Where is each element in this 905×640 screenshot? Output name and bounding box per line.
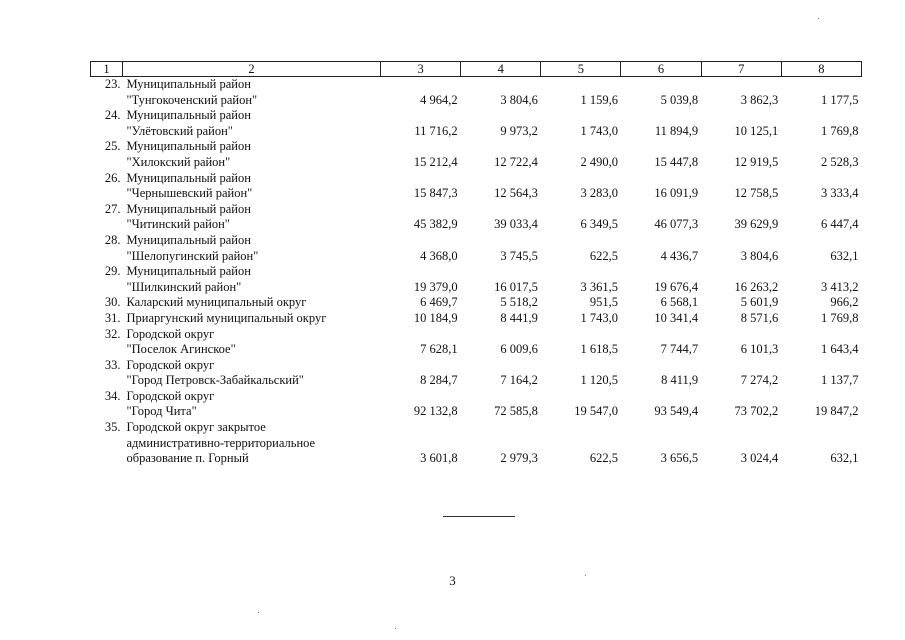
value-cell-col-5: 1 743,0 [580,123,618,138]
table-row [91,108,862,139]
value-cell-col-3: 4 368,0 [420,248,458,263]
row-number: 24. [104,108,121,123]
row-number: 29. [104,264,121,279]
value-cell-col-3: 3 601,8 [420,451,458,466]
value-cell-col-4: 6 009,6 [500,342,538,357]
value-cell-col-8: 6 447,4 [820,217,859,232]
row-number: 33. [104,357,121,372]
value-cell-col-7: 16 263,2 [734,279,779,294]
value-cell-col-4: 3 804,6 [500,92,538,107]
scan-speck [585,575,586,576]
value-cell-col-7: 12 758,5 [734,186,779,201]
municipality-name: Муниципальный район "Хилокский район" [126,139,251,169]
table-row [91,264,862,295]
municipality-name: Муниципальный район "Читинский район" [126,201,251,232]
scan-speck [818,18,819,19]
data-table [90,61,862,467]
value-cell-col-6: 7 744,7 [660,342,699,357]
value-cell-col-6: 6 568,1 [660,295,699,310]
value-cell-col-8: 1 137,7 [820,373,859,388]
table-row [91,139,862,170]
municipality-name: Городской округ закрытое административно-территориальное образование п. Горный [126,420,316,466]
value-cell-col-3: 6 469,7 [420,295,458,310]
value-cell-col-4: 7 164,2 [500,373,538,388]
value-cell-col-5: 622,5 [589,248,618,263]
value-cell-col-6: 3 656,5 [660,451,699,466]
municipality-name: Городской округ "Поселок Агинское" [126,326,236,357]
value-cell-col-7: 6 101,3 [740,342,779,357]
municipality-name: Муниципальный район "Чернышевский район" [126,170,253,201]
table-row [91,327,862,358]
value-cell-col-3: 15 212,4 [413,154,458,169]
value-cell-col-5: 19 547,0 [574,404,618,419]
value-cell-col-4: 39 033,4 [494,217,538,232]
value-cell-col-3: 15 847,3 [413,186,458,201]
table-row [91,171,862,202]
value-cell-col-3: 10 184,9 [413,310,458,325]
value-cell-col-5: 2 490,0 [580,154,618,169]
value-cell-col-5: 622,5 [589,451,618,466]
value-cell-col-4: 3 745,5 [500,248,538,263]
value-cell-col-7: 3 804,6 [740,248,779,263]
column-header-8: 8 [781,62,861,77]
table-row [91,233,862,264]
value-cell-col-6: 10 341,4 [654,310,699,325]
scan-speck [258,612,259,613]
column-header-4: 4 [461,62,541,77]
column-header-7: 7 [701,62,781,77]
municipality-name: Городской округ "Город Петровск-Забайкальский" [126,357,304,388]
value-cell-col-6: 16 091,9 [654,186,699,201]
value-cell-col-8: 1 643,4 [820,342,859,357]
municipality-name: Муниципальный район "Улётовский район" [126,108,251,138]
municipality-name: Городской округ "Город Чита" [126,388,215,419]
value-cell-col-6: 46 077,3 [654,217,699,232]
table-body [91,77,862,467]
value-cell-col-8: 1 769,8 [820,123,859,138]
municipality-name: Муниципальный район "Шилкинский район" [126,264,251,294]
value-cell-col-5: 3 361,5 [580,279,618,294]
value-cell-col-5: 1 618,5 [580,342,618,357]
footer-divider [443,516,515,517]
value-cell-col-4: 12 564,3 [494,186,538,201]
value-cell-col-3: 19 379,0 [413,279,458,294]
header-row [91,62,862,77]
table-row [91,420,862,467]
value-cell-col-4: 8 441,9 [500,310,538,325]
column-header-1: 1 [91,62,123,77]
value-cell-col-4: 9 973,2 [500,123,538,138]
value-cell-col-4: 2 979,3 [500,451,538,466]
value-cell-col-4: 72 585,8 [494,404,538,419]
row-number: 23. [104,77,121,91]
municipality-name: Муниципальный район "Шелопугинский район" [126,232,259,263]
value-cell-col-5: 951,5 [589,295,618,310]
table-row [91,311,862,327]
value-cell-col-4: 12 722,4 [494,154,538,169]
value-cell-col-7: 39 629,9 [734,217,779,232]
value-cell-col-5: 6 349,5 [580,217,618,232]
value-cell-col-3: 92 132,8 [413,404,458,419]
value-cell-col-8: 3 413,2 [820,279,859,294]
row-number: 32. [104,326,121,341]
row-number: 31. [104,310,121,325]
value-cell-col-7: 73 702,2 [734,404,779,419]
table-row [91,77,862,109]
row-number: 26. [104,170,121,185]
value-cell-col-4: 5 518,2 [500,295,538,310]
row-number: 30. [104,295,121,310]
value-cell-col-3: 11 716,2 [414,123,458,138]
municipality-name: Приаргунский муниципальный округ [126,310,327,325]
table-row [91,389,862,420]
row-number: 27. [104,201,121,216]
value-cell-col-8: 19 847,2 [814,404,859,419]
table-row [91,358,862,389]
value-cell-col-6: 5 039,8 [660,92,699,107]
value-cell-col-4: 16 017,5 [494,279,538,294]
value-cell-col-6: 19 676,4 [654,279,699,294]
value-cell-col-8: 3 333,4 [820,186,859,201]
value-cell-col-7: 12 919,5 [734,154,779,169]
value-cell-col-8: 632,1 [830,248,859,263]
value-cell-col-7: 3 862,3 [740,92,779,107]
value-cell-col-7: 8 571,6 [740,310,779,325]
value-cell-col-6: 11 894,9 [654,123,699,138]
value-cell-col-5: 1 120,5 [580,373,618,388]
value-cell-col-3: 45 382,9 [413,217,458,232]
table-row [91,202,862,233]
municipality-name: Муниципальный район "Тунгокоченский район" [126,77,258,107]
value-cell-col-6: 4 436,7 [660,248,699,263]
table-row [91,295,862,311]
column-header-5: 5 [541,62,621,77]
row-number: 25. [104,139,121,154]
value-cell-col-5: 3 283,0 [580,186,618,201]
value-cell-col-7: 5 601,9 [740,295,779,310]
value-cell-col-3: 8 284,7 [420,373,458,388]
value-cell-col-8: 1 769,8 [820,310,859,325]
value-cell-col-6: 15 447,8 [654,154,699,169]
page-number: 3 [449,573,456,588]
row-number: 35. [104,420,121,435]
value-cell-col-7: 10 125,1 [734,123,779,138]
value-cell-col-5: 1 159,6 [580,92,618,107]
value-cell-col-8: 632,1 [830,451,859,466]
row-number: 34. [104,388,121,403]
value-cell-col-7: 7 274,2 [740,373,779,388]
value-cell-col-8: 2 528,3 [820,154,859,169]
value-cell-col-7: 3 024,4 [740,451,779,466]
value-cell-col-3: 7 628,1 [420,342,458,357]
table-header [91,62,862,77]
value-cell-col-5: 1 743,0 [580,310,618,325]
value-cell-col-6: 93 549,4 [654,404,699,419]
value-cell-col-8: 1 177,5 [820,92,859,107]
row-number: 28. [104,232,121,247]
municipality-name: Каларский муниципальный округ [126,295,307,310]
column-header-6: 6 [621,62,701,77]
value-cell-col-6: 8 411,9 [661,373,699,388]
column-header-2: 2 [123,62,381,77]
scan-speck [395,628,396,629]
column-header-3: 3 [381,62,461,77]
value-cell-col-3: 4 964,2 [420,92,458,107]
value-cell-col-8: 966,2 [830,295,859,310]
